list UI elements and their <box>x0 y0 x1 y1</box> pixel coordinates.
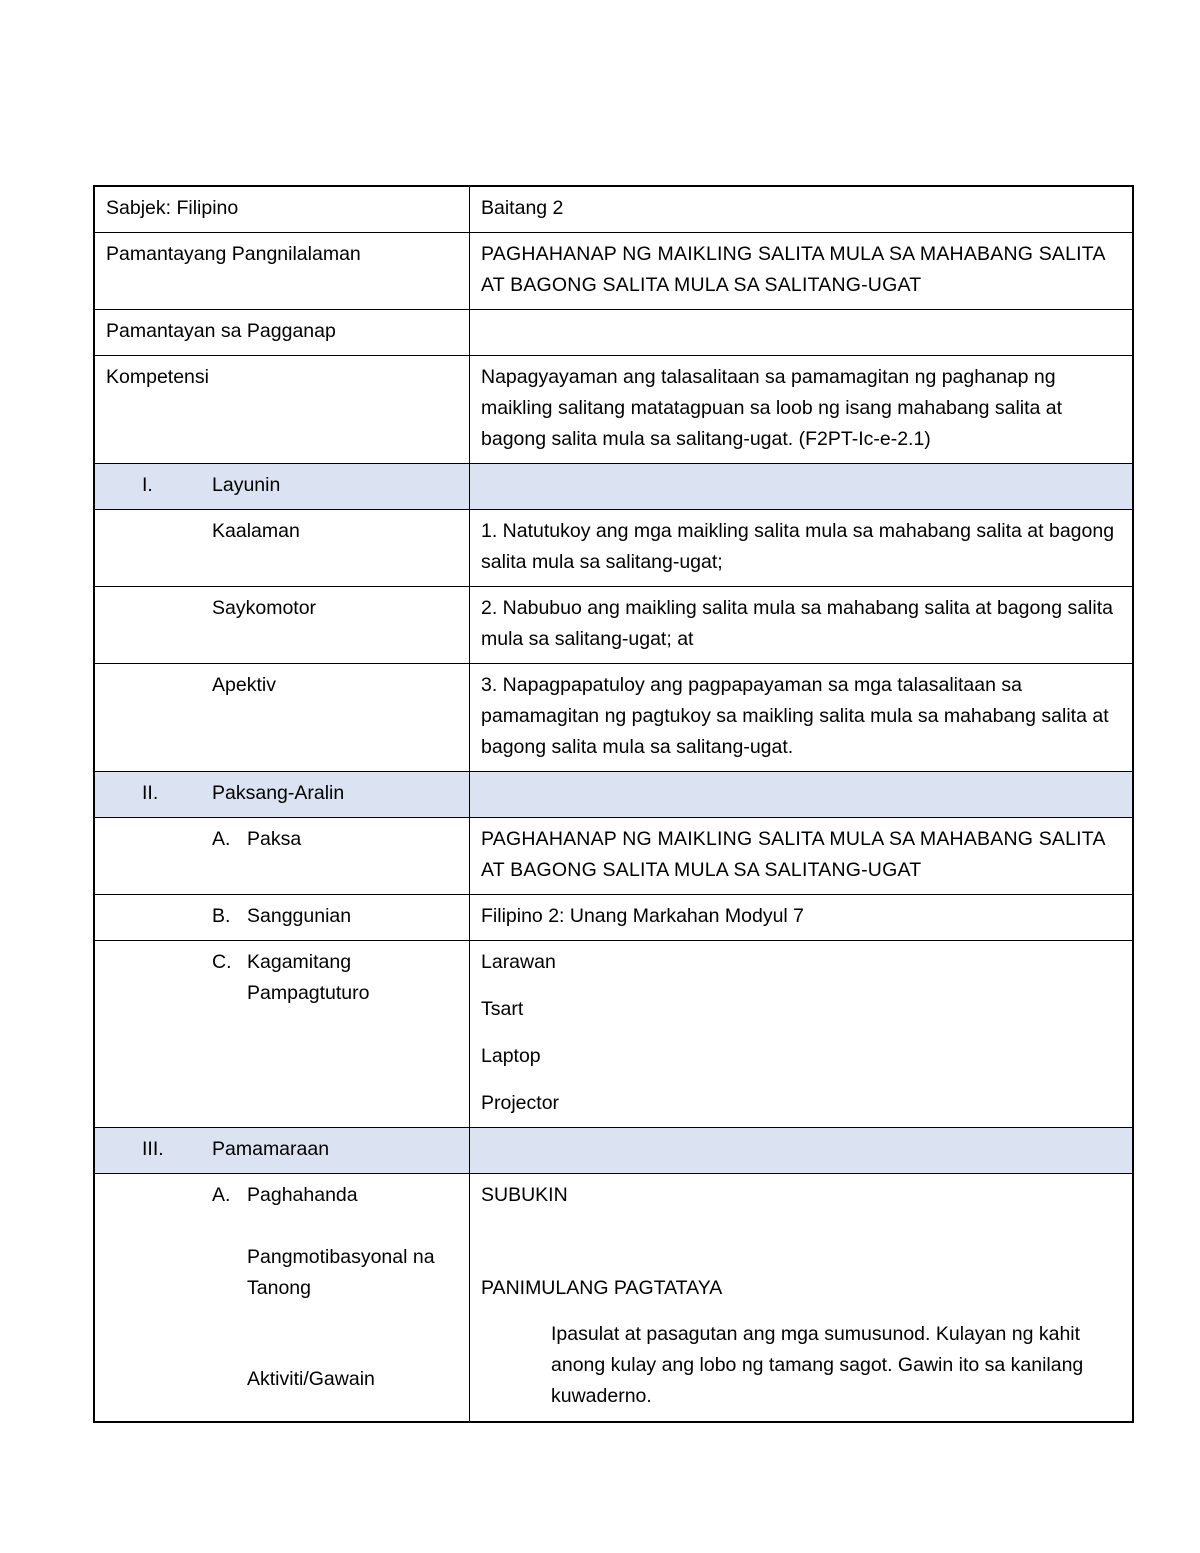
material-item: Projector <box>481 1092 560 1114</box>
reference-label: Sanggunian <box>247 905 352 927</box>
materials-list <box>470 941 1134 1128</box>
section-title: Paksang-Aralin <box>212 782 345 804</box>
objective-row <box>94 510 1133 587</box>
item-letter: A. <box>212 828 231 850</box>
objective-text: 3. Napagpapatuloy ang pagpapayaman sa mga talasalitaan sa pamamagitan ng pagtukoy sa maikling salita mula sa mahabang salita at bagong salita mula sa salitang-ugat. <box>470 664 1134 772</box>
topic-row <box>94 818 1133 895</box>
material-item: Larawan <box>481 951 556 973</box>
objective-text: 2. Nabubuo ang maikling salita mula sa mahabang salita at bagong salita mula sa salitang-ugat; at <box>470 587 1134 664</box>
reference-row <box>94 895 1133 941</box>
performance-standard-value <box>470 310 1134 356</box>
material-item: Tsart <box>481 998 524 1020</box>
material-item: Laptop <box>481 1045 541 1067</box>
performance-standard-row <box>94 310 1133 356</box>
activity-label: Aktiviti/Gawain <box>247 1368 375 1390</box>
preparation-label: Paghahanda <box>247 1184 358 1206</box>
preparation-row <box>94 1174 1133 1422</box>
content-standard-value: PAGHAHANAP NG MAIKLING SALITA MULA SA MAHABANG SALITA AT BAGONG SALITA MULA SA SALITANG-UGAT <box>470 233 1134 310</box>
materials-row <box>94 941 1133 1128</box>
objective-text: 1. Natutukoy ang mga maikling salita mula sa mahabang salita at bagong salita mula sa salitang-ugat; <box>470 510 1134 587</box>
section-title: Layunin <box>212 474 281 496</box>
competency-label: Kompetensi <box>94 356 470 464</box>
objective-label: Saykomotor <box>212 597 317 619</box>
objective-row <box>94 587 1133 664</box>
objective-label: Kaalaman <box>212 520 300 542</box>
performance-standard-label: Pamantayan sa Pagganap <box>94 310 470 356</box>
content-standard-label: Pamantayang Pangnilalaman <box>94 233 470 310</box>
grade-cell: Baitang 2 <box>470 186 1134 233</box>
materials-label: Kagamitang Pampagtuturo <box>247 951 370 1004</box>
topic-label: Paksa <box>247 828 302 850</box>
section-numeral: II. <box>142 782 159 804</box>
reference-value: Filipino 2: Unang Markahan Modyul 7 <box>470 895 1134 941</box>
objective-row <box>94 664 1133 772</box>
pretest-instructions: Ipasulat at pasagutan ang mga sumusunod. Kulayan ng kahit anong kulay ang lobo ng tamang sagot. Gawin ito sa kanilang kuwaderno. <box>551 1323 1084 1407</box>
competency-value: Napagyayaman ang talasalitaan sa pamamagitan ng paghanap ng maikling salitang matatagpuan sa loob ng isang mahabang salita at bagong salita mula sa salitang-ugat. (F2PT-Ic-e-2.1) <box>470 356 1134 464</box>
item-letter: C. <box>212 951 232 973</box>
topic-value: PAGHAHANAP NG MAIKLING SALITA MULA SA MAHABANG SALITA AT BAGONG SALITA MULA SA SALITANG-UGAT <box>470 818 1134 895</box>
item-letter: B. <box>212 905 231 927</box>
objective-label: Apektiv <box>212 674 276 696</box>
subject-cell: Sabjek: Filipino <box>94 186 470 233</box>
pretest-title: PANIMULANG PAGTATAYA <box>481 1277 723 1299</box>
section-numeral: III. <box>142 1138 164 1160</box>
subukin-heading: SUBUKIN <box>481 1184 568 1206</box>
item-letter: A. <box>212 1184 231 1206</box>
section-header-layunin <box>94 464 1133 510</box>
section-header-pamamaraan <box>94 1128 1133 1174</box>
section-header-paksang-aralin <box>94 772 1133 818</box>
section-title: Pamamaraan <box>212 1138 330 1160</box>
section-numeral: I. <box>142 474 153 496</box>
motivation-label: Pangmotibasyonal na Tanong <box>247 1246 435 1299</box>
lesson-plan-table <box>93 185 1134 1423</box>
content-standard-row <box>94 233 1133 310</box>
header-row <box>94 186 1133 233</box>
competency-row <box>94 356 1133 464</box>
